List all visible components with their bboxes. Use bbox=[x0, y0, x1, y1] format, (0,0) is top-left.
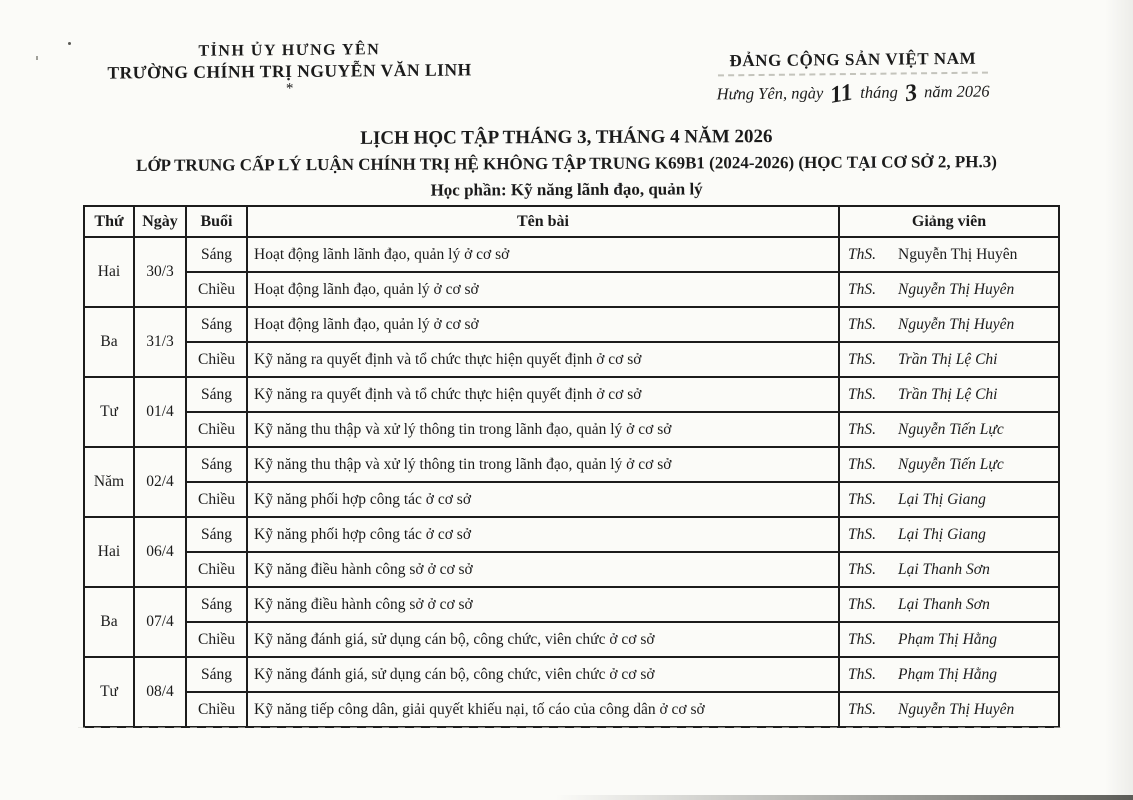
col-header-weekday: Thứ bbox=[84, 206, 134, 237]
lecturer-cell bbox=[839, 412, 1059, 447]
topic-cell: Kỹ năng thu thập và xử lý thông tin trong lãnh đạo, quản lý ở cơ sở bbox=[247, 412, 839, 447]
col-header-topic: Tên bài bbox=[247, 206, 839, 237]
lecturer-cell bbox=[839, 342, 1059, 377]
weekday-cell: Năm bbox=[84, 447, 134, 517]
table-row bbox=[84, 237, 1059, 272]
table-row bbox=[84, 622, 1059, 657]
header-row bbox=[84, 206, 1059, 237]
lecturer-cell bbox=[839, 377, 1059, 412]
date-month-label: tháng bbox=[860, 82, 898, 102]
title-block bbox=[0, 125, 1133, 203]
table-row bbox=[84, 307, 1059, 342]
weekday-cell: Hai bbox=[84, 517, 134, 587]
session-cell: Chiều bbox=[186, 692, 247, 727]
lecturer-degree: ThS. bbox=[848, 490, 876, 508]
lecturer-cell bbox=[839, 692, 1059, 727]
lecturer-cell bbox=[839, 622, 1059, 657]
session-cell: Sáng bbox=[186, 237, 247, 272]
date-cell: 01/4 bbox=[134, 377, 186, 447]
weekday-cell: Ba bbox=[84, 307, 134, 377]
lecturer-degree: ThS. bbox=[848, 700, 876, 718]
lecturer-degree: ThS. bbox=[848, 560, 876, 578]
date-cell: 31/3 bbox=[134, 307, 186, 377]
topic-cell: Kỹ năng đánh giá, sử dụng cán bộ, công chức, viên chức ở cơ sở bbox=[247, 657, 839, 692]
lecturer-cell bbox=[839, 447, 1059, 482]
weekday-cell: Hai bbox=[84, 237, 134, 307]
party-underline bbox=[718, 71, 989, 77]
table-row bbox=[84, 377, 1059, 412]
session-cell: Sáng bbox=[186, 657, 247, 692]
topic-cell: Hoạt động lãnh đạo, quản lý ở cơ sở bbox=[247, 272, 839, 307]
lecturer-cell bbox=[839, 517, 1059, 552]
weekday-cell: Ba bbox=[84, 587, 134, 657]
scan-bottom-edge bbox=[555, 795, 1133, 800]
scan-speck bbox=[68, 42, 71, 45]
lecturer-degree: ThS. bbox=[848, 455, 876, 473]
date-line bbox=[688, 79, 1018, 109]
lecturer-name: Trần Thị Lệ Chi bbox=[898, 350, 998, 368]
table-row bbox=[84, 552, 1059, 587]
lecturer-cell bbox=[839, 272, 1059, 307]
topic-cell: Kỹ năng điều hành công sở ở cơ sở bbox=[247, 552, 839, 587]
topic-cell: Kỹ năng thu thập và xử lý thông tin trong lãnh đạo, quản lý ở cơ sở bbox=[247, 447, 839, 482]
session-cell: Chiều bbox=[186, 622, 247, 657]
lecturer-name: Lại Thị Giang bbox=[898, 525, 986, 543]
table-row bbox=[84, 692, 1059, 727]
table-row bbox=[84, 272, 1059, 307]
session-cell: Sáng bbox=[186, 307, 247, 342]
lecturer-degree: ThS. bbox=[848, 280, 876, 298]
separator-star: * bbox=[285, 80, 294, 98]
date-place-prefix: Hưng Yên, ngày bbox=[716, 83, 824, 104]
date-year-label: năm 2026 bbox=[923, 81, 990, 102]
party-name: ĐẢNG CỘNG SẢN VIỆT NAM bbox=[729, 48, 977, 71]
date-cell: 06/4 bbox=[134, 517, 186, 587]
session-cell: Chiều bbox=[186, 482, 247, 517]
lecturer-name: Phạm Thị Hằng bbox=[898, 665, 998, 683]
lecturer-name: Lại Thanh Sơn bbox=[898, 595, 990, 613]
col-header-date: Ngày bbox=[134, 206, 186, 237]
table-row bbox=[84, 447, 1059, 482]
lecturer-degree: ThS. bbox=[848, 420, 876, 438]
lecturer-cell bbox=[839, 552, 1059, 587]
lecturer-name: Lại Thị Giang bbox=[898, 490, 986, 508]
lecturer-degree: ThS. bbox=[848, 385, 876, 403]
lecturer-name: Lại Thanh Sơn bbox=[898, 560, 990, 578]
date-cell: 30/3 bbox=[134, 237, 186, 307]
lecturer-name: Nguyễn Thị Huyên bbox=[898, 700, 1015, 718]
lecturer-cell bbox=[839, 657, 1059, 692]
lecturer-cell bbox=[839, 307, 1059, 342]
scan-speck bbox=[36, 56, 38, 60]
lecturer-name: Nguyễn Thị Huyên bbox=[898, 245, 1018, 263]
topic-cell: Kỹ năng phối hợp công tác ở cơ sở bbox=[247, 517, 839, 552]
lecturer-name: Nguyễn Thị Huyên bbox=[898, 280, 1015, 298]
topic-cell: Kỹ năng phối hợp công tác ở cơ sở bbox=[247, 482, 839, 517]
lecturer-cell bbox=[839, 587, 1059, 622]
scan-edge-shadow bbox=[1105, 0, 1133, 800]
lecturer-name: Nguyễn Tiến Lực bbox=[898, 420, 1004, 438]
lecturer-degree: ThS. bbox=[848, 630, 876, 648]
lecturer-name: Trần Thị Lệ Chi bbox=[898, 385, 998, 403]
course-module-title: Học phần: Kỹ năng lãnh đạo, quản lý bbox=[430, 179, 703, 200]
col-header-session: Buổi bbox=[186, 206, 247, 237]
session-cell: Sáng bbox=[186, 517, 247, 552]
session-cell: Chiều bbox=[186, 342, 247, 377]
lecturer-degree: ThS. bbox=[848, 350, 876, 368]
session-cell: Sáng bbox=[186, 377, 247, 412]
org-header bbox=[92, 40, 487, 98]
class-title: LỚP TRUNG CẤP LÝ LUẬN CHÍNH TRỊ HỆ KHÔNG TẬP TRUNG K69B1 (2024-2026) (HỌC TẠI CƠ SỞ 2, PH.3) bbox=[136, 152, 997, 175]
table-row bbox=[84, 412, 1059, 447]
topic-cell: Kỹ năng tiếp công dân, giải quyết khiếu nại, tố cáo của công dân ở cơ sở bbox=[247, 692, 839, 727]
lecturer-degree: ThS. bbox=[848, 525, 876, 543]
session-cell: Sáng bbox=[186, 447, 247, 482]
topic-cell: Kỹ năng ra quyết định và tổ chức thực hiện quyết định ở cơ sở bbox=[247, 342, 839, 377]
date-cell: 07/4 bbox=[134, 587, 186, 657]
lecturer-cell bbox=[839, 237, 1059, 272]
schedule-table-wrap bbox=[83, 205, 1060, 728]
topic-cell: Hoạt động lãnh lãnh đạo, quản lý ở cơ sở bbox=[247, 237, 839, 272]
date-cell: 02/4 bbox=[134, 447, 186, 517]
lecturer-degree: ThS. bbox=[848, 665, 876, 683]
school-name: TRƯỜNG CHÍNH TRỊ NGUYỄN VĂN LINH bbox=[107, 59, 472, 83]
lecturer-degree: ThS. bbox=[848, 245, 876, 263]
session-cell: Chiều bbox=[186, 412, 247, 447]
table-row bbox=[84, 482, 1059, 517]
lecturer-name: Nguyễn Tiến Lực bbox=[898, 455, 1004, 473]
table-row bbox=[84, 657, 1059, 692]
session-cell: Chiều bbox=[186, 272, 247, 307]
table-row bbox=[84, 517, 1059, 552]
province-committee-name: TỈNH ỦY HƯNG YÊN bbox=[198, 41, 381, 60]
topic-cell: Kỹ năng ra quyết định và tổ chức thực hiện quyết định ở cơ sở bbox=[247, 377, 839, 412]
party-header bbox=[688, 48, 1019, 109]
topic-cell: Kỹ năng điều hành công sở ở cơ sở bbox=[247, 587, 839, 622]
col-header-lecturer: Giảng viên bbox=[839, 206, 1059, 237]
weekday-cell: Tư bbox=[84, 377, 134, 447]
lecturer-name: Phạm Thị Hằng bbox=[898, 630, 998, 648]
schedule-table bbox=[83, 205, 1060, 728]
session-cell: Chiều bbox=[186, 552, 247, 587]
weekday-cell: Tư bbox=[84, 657, 134, 727]
date-cell: 08/4 bbox=[134, 657, 186, 727]
handwritten-day: 11 bbox=[828, 79, 856, 109]
table-row bbox=[84, 587, 1059, 622]
schedule-title: LỊCH HỌC TẬP THÁNG 3, THÁNG 4 NĂM 2026 bbox=[360, 126, 773, 149]
table-row bbox=[84, 342, 1059, 377]
topic-cell: Kỹ năng đánh giá, sử dụng cán bộ, công chức, viên chức ở cơ sở bbox=[247, 622, 839, 657]
lecturer-degree: ThS. bbox=[848, 595, 876, 613]
session-cell: Sáng bbox=[186, 587, 247, 622]
scan-noise-line bbox=[78, 727, 1063, 728]
lecturer-name: Nguyễn Thị Huyên bbox=[898, 315, 1015, 333]
lecturer-degree: ThS. bbox=[848, 315, 876, 333]
schedule-table-body bbox=[84, 237, 1059, 727]
handwritten-month: 3 bbox=[902, 79, 920, 108]
topic-cell: Hoạt động lãnh đạo, quản lý ở cơ sở bbox=[247, 307, 839, 342]
lecturer-cell bbox=[839, 482, 1059, 517]
